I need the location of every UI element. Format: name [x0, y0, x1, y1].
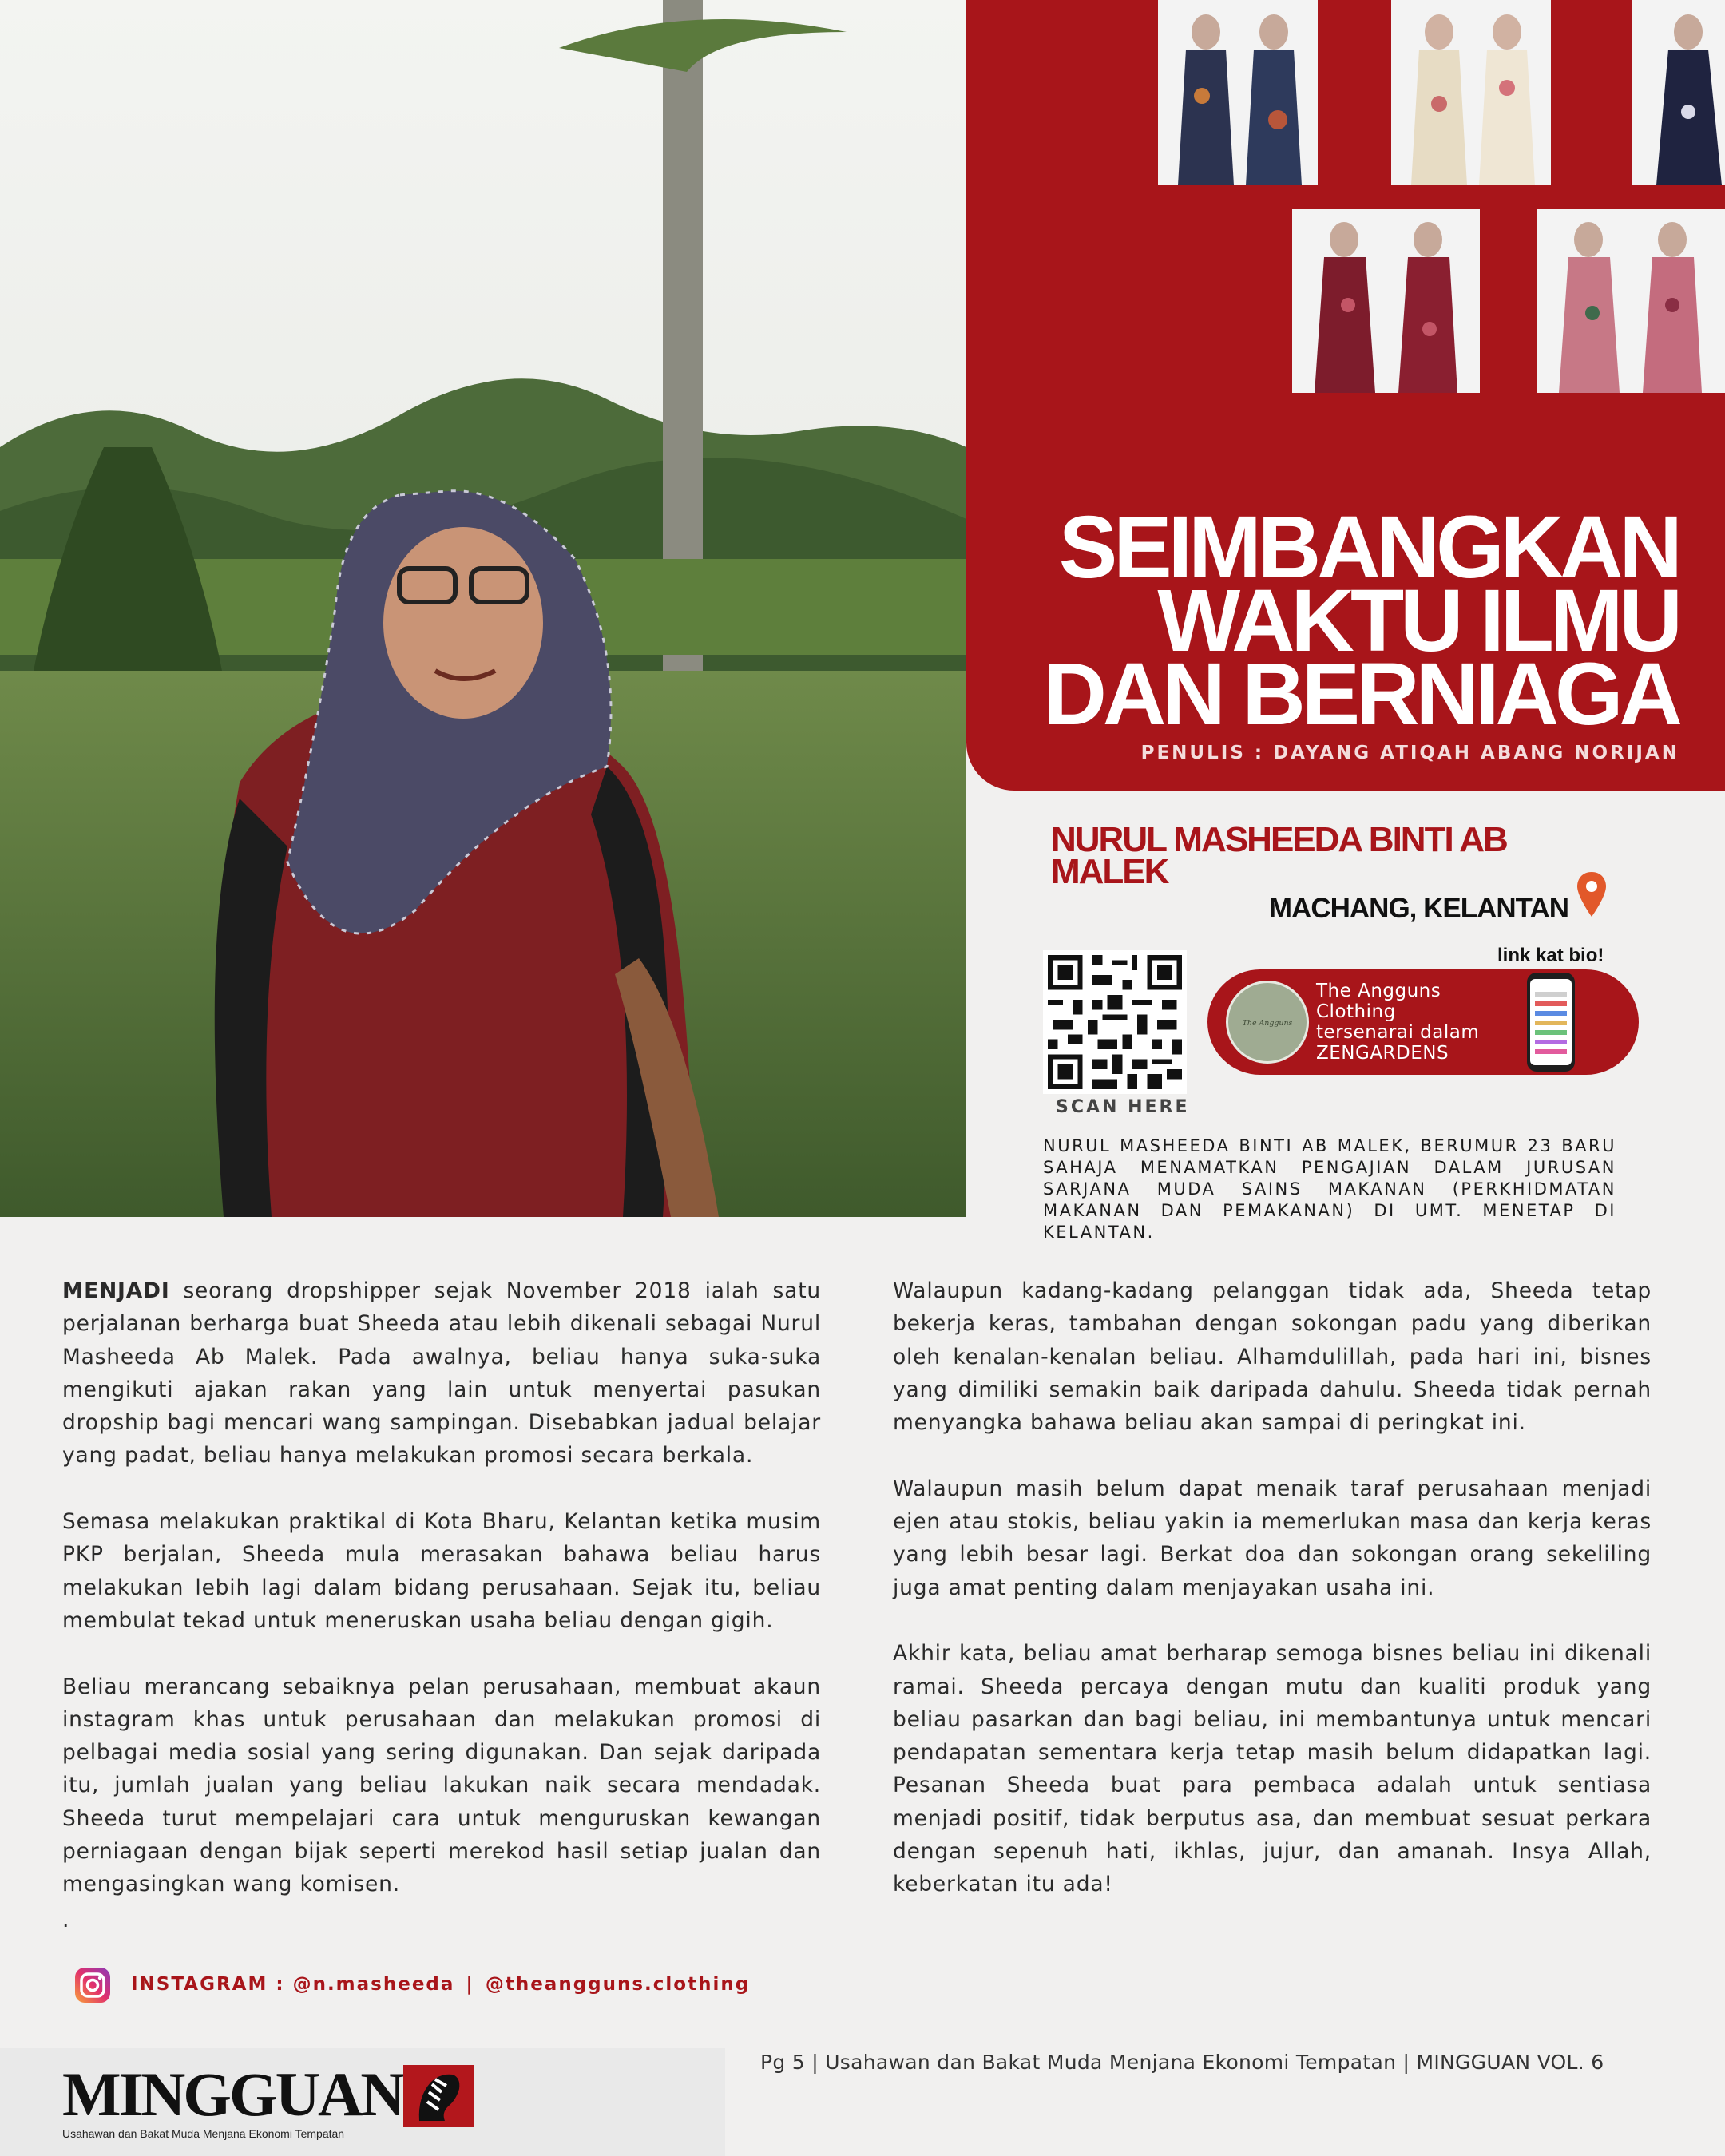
store-logo-icon: [1226, 981, 1309, 1064]
svg-text:The Angguns: The Angguns: [1242, 1018, 1293, 1028]
instagram-handles: [131, 1974, 750, 1995]
instagram-icon: [73, 1966, 112, 2004]
profile-name: NURUL MASHEEDA BINTI AB MALEK: [1051, 820, 1507, 891]
article-paragraph: Semasa melakukan praktikal di Kota Bharu, Kelantan ketika musim PKP berjalan, Sheeda mula merasakan bahawa beliau harus melakukan lebih lagi dalam bidang perusahaan. Sejak itu, beliau membulat tekad untuk meneruskan usaha beliau dengan gigih.: [62, 1509, 821, 1633]
profile-bio: NURUL MASHEEDA BINTI AB MALEK, BERUMUR 23 BARU SAHAJA MENAMATKAN PENGAJIAN DALAM JURUSAN SARJANA MUDA SAINS MAKANAN (PERKHIDMATAN MAKANAN DAN PEMAKANAN) DI UMT. MENETAP DI KELANTAN.: [1043, 1136, 1616, 1242]
instagram-handle-link[interactable]: INSTAGRAM : @n.masheeda: [131, 1974, 455, 1995]
store-text-line: tersenarai dalam: [1316, 1022, 1480, 1043]
headline-line: DAN BERNIAGA: [1043, 645, 1679, 743]
separator: |: [466, 1974, 474, 1995]
article-paragraph: Beliau merancang sebaiknya pelan perusahaan, membuat akaun instagram khas untuk perusahaan dan melakukan promosi di pelbagai media sosial yang sering digunakan. Dan sejak daripada itu, jumlah jualan yang beliau lakukan naik secara mendadak. Sheeda turut mempelajari cara untuk menguruskan kewangan perniagaan dengan bijak seperti merekod hasil setiap jualan dan mengasingkan wang komisen.: [62, 1674, 821, 1897]
headline-line: WAKTU ILMU: [1157, 572, 1679, 670]
paragraph-text: seorang dropshipper sejak November 2018 ialah satu perjalanan berharga buat Sheeda atau lebih dikenali sebagai Nurul Masheeda Ab Malek. Pada awalnya, beliau hanya suka-suka mengikuti ajakan rakan yang lain untuk menyertai pasukan dropship bagi mencari wang sampingan. Disebabkan jadual belajar yang padat, beliau hanya melakukan promosi secara berkala.: [62, 1278, 821, 1468]
store-description: [1316, 981, 1479, 1064]
qr-code[interactable]: [1043, 950, 1187, 1094]
profile-location: MACHANG, KELANTAN: [1268, 893, 1568, 924]
product-thumbnail: [1391, 0, 1551, 185]
scan-here-label: SCAN HERE: [1056, 1097, 1190, 1117]
link-bio-label: link kat bio!: [1497, 945, 1604, 966]
portrait-photo: [0, 0, 966, 1217]
product-thumbnail: [1292, 209, 1480, 393]
stray-dot: .: [62, 1907, 70, 1932]
zebra-logo-icon: [403, 2065, 474, 2127]
masthead-tagline: Usahawan dan Bakat Muda Menjana Ekonomi Tempatan: [62, 2127, 345, 2140]
product-thumbnail: [1158, 0, 1318, 185]
masthead-logo-text: MINGGUAN: [62, 2059, 403, 2129]
headline-line: SEIMBANGKAN: [1058, 498, 1679, 596]
store-text-line: Clothing: [1316, 1001, 1396, 1022]
article-paragraph: Walaupun kadang-kadang pelanggan tidak ada, Sheeda tetap bekerja keras, tambahan dengan sokongan padu yang diberikan oleh kenalan-kenalan beliau. Alhamdulillah, pada hari ini, bisnes yang dimiliki semakin baik daripada dahulu. Sheeda tidak pernah menyangka bahawa beliau akan sampai di peringkat ini.: [893, 1278, 1652, 1436]
location-pin-icon: [1576, 870, 1608, 918]
article-column-left: [62, 1274, 821, 1970]
writer-credit: PENULIS : DAYANG ATIQAH ABANG NORIJAN: [1140, 743, 1679, 763]
article-paragraph: [62, 1274, 821, 1472]
article-paragraph: Akhir kata, beliau amat berharap semoga bisnes beliau ini dikenali ramai. Sheeda percaya dengan mutu dan kualiti produk yang beliau pasarkan dan bagi beliau, ini membantunya untuk mencari pendapatan sementara kerja tetap masih belum didapatkan lagi. Pesanan Sheeda buat para pembaca adalah untuk sentiasa menjadi positif, tidak berputus asa, dan membuat sesuat perkara dengan sepenuh hati, ikhlas, jujur, dan amanah. Insya Allah, keberkatan itu ada!: [893, 1641, 1652, 1897]
article-column-right: [893, 1274, 1652, 1934]
product-thumbnail: [1632, 0, 1725, 185]
store-text-line: ZENGARDENS: [1316, 1043, 1449, 1064]
page-footer: Pg 5 | Usahawan dan Bakat Muda Menjana Ekonomi Tempatan | MINGGUAN VOL. 6: [760, 2051, 1604, 2074]
instagram-handle-link[interactable]: @theangguns.clothing: [485, 1974, 751, 1995]
headline: [978, 498, 1679, 743]
lead-word: MENJADI: [62, 1278, 170, 1303]
product-thumbnail: [1537, 209, 1725, 393]
article-paragraph: Walaupun masih belum dapat menaik taraf perusahaan menjadi ejen atau stokis, beliau yakin ia memerlukan masa dan kerja keras yang lebih besar lagi. Berkat doa dan sokongan orang sekeliling juga amat penting dalam menjayakan usaha ini.: [893, 1476, 1652, 1600]
store-text-line: The Angguns: [1316, 981, 1441, 1001]
phone-icon: [1527, 973, 1575, 1072]
